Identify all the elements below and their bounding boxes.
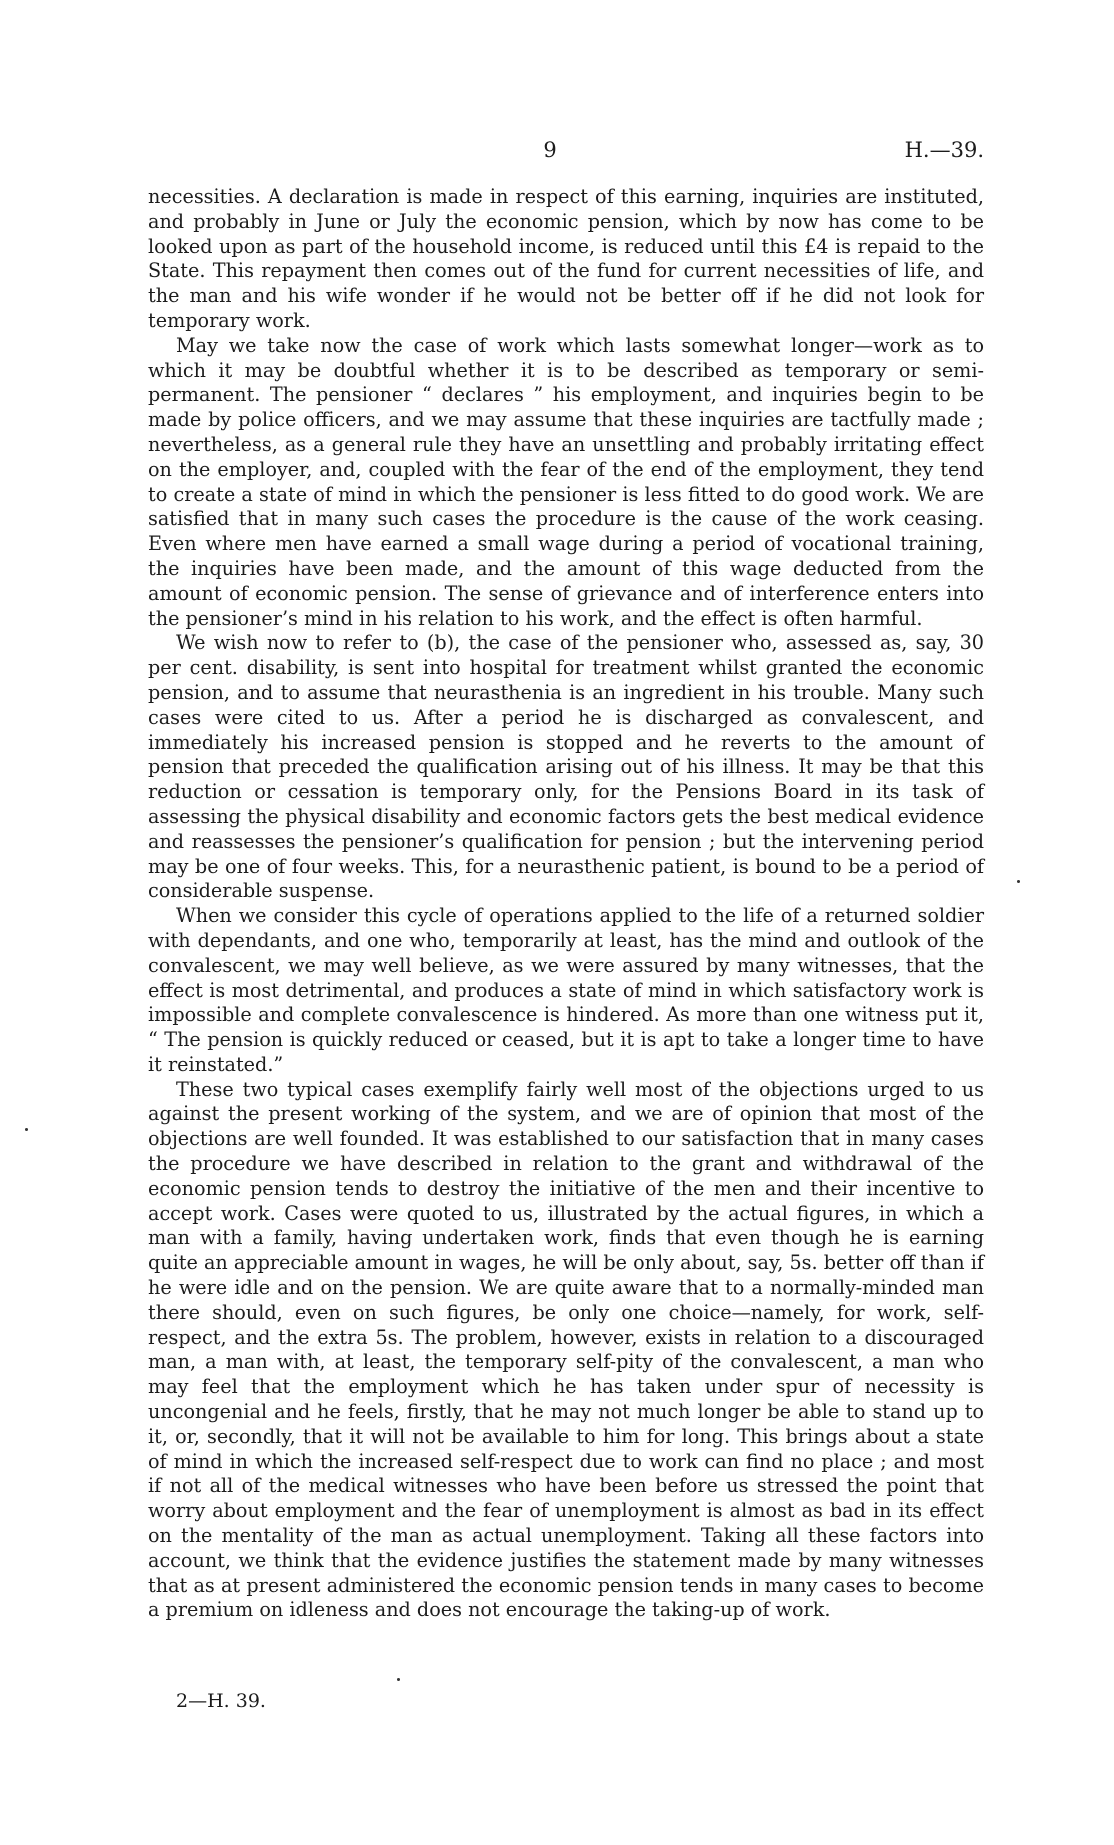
paragraph-semi-permanent-work: May we take now the case of work which lasts somewhat longer—work as to which it may be doubtful whether it is to be described as temporary or semi-permanent. The pensioner “ declares ” his employment, and inquiries begin to be made by police officers, and we may assume that these inquiries are tactfully made ; nevertheless, as a general rule they have an unsettling and probably irritating effect on the employer, and, coupled with the fear of the end of the employment, they tend to create a state of mind in which the pensioner is less fitted to do good work. We are satisfied that in many such cases the procedure is the cause of the work ceasing. Even where men have earned a small wage during a period of vocational training, the inquiries have been made, and the amount of this wage deducted from the amount of economic pension. The sense of grievance and of interference enters into the pensioner’s mind in his relation to his work, and the effect is often harmful.: [148, 333, 984, 630]
paragraph-hospital-case: We wish now to refer to (b), the case of the pensioner who, assessed as, say, 30 per cent. disability, is sent into hospital for treatment whilst granted the economic pension, and to assume that neurasthenia is an ingredient in his trouble. Many such cases were cited to us. After a period he is discharged as convalescent, and immediately his increased pension is stopped and he reverts to the amount of pension that preceded the qualification arising out of his illness. It may be that this reduction or cessation is temporary only, for the Pensions Board in its task of assessing the physical disability and economic factors gets the best medical evidence and reassesses the pensioner’s qualification for pension ; but the intervening period may be one of four weeks. This, for a neurasthenic patient, is bound to be a period of considerable suspense.: [148, 631, 984, 903]
body-text: [148, 185, 984, 1623]
page-number: 9: [543, 138, 557, 162]
scan-speck: [397, 1678, 400, 1681]
document-reference: H.—39.: [904, 138, 984, 162]
paragraph-continuation: necessities. A declaration is made in respect of this earning, inquiries are instituted, and probably in June or July the economic pension, which by now has come to be looked upon as part of the household income, is reduced until this £4 is repaid to the State. This repayment then comes out of the fund for current necessities of life, and the man and his wife wonder if he would not be better off if he did not look for temporary work.: [148, 185, 984, 332]
paragraph-cycle-of-operations: When we consider this cycle of operations applied to the life of a returned soldier with dependants, and one who, temporarily at least, has the mind and outlook of the convalescent, we may well believe, as we were assured by many witnesses, that the effect is most detrimental, and produces a state of mind in which satisfactory work is impossible and complete convalescence is hindered. As more than one witness put it, “ The pension is quickly reduced or ceased, but it is apt to take a longer time to have it reinstated.”: [148, 904, 984, 1076]
paragraph-objections: These two typical cases exemplify fairly well most of the objections urged to us against the present working of the system, and we are of opinion that most of the objections are well founded. It was established to our satisfaction that in many cases the procedure we have described in relation to the grant and withdrawal of the economic pension tends to destroy the initiative of the men and their incentive to accept work. Cases were quoted to us, illustrated by the actual figures, in which a man with a family, having undertaken work, finds that even though he is earning quite an appreciable amount in wages, he will be only about, say, 5s. better off than if he were idle and on the pension. We are quite aware that to a normally-minded man there should, even on such figures, be only one choice—namely, for work, self-respect, and the extra 5s. The problem, however, exists in relation to a discouraged man, a man with, at least, the temporary self-pity of the convalescent, a man who may feel that the employment which he has taken under spur of necessity is uncongenial and he feels, firstly, that he may not much longer be able to stand up to it, or, secondly, that it will not be available to him for long. This brings about a state of mind in which the increased self-respect due to work can find no place ; and most if not all of the medical witnesses who have been before us stressed the point that worry about employment and the fear of unemployment is almost as bad in its effect on the mentality of the man as actual unemployment. Taking all these factors into account, we think that the evidence justifies the statement made by many witnesses that as at present administered the economic pension tends in many cases to become a premium on idleness and does not encourage the taking-up of work.: [148, 1077, 984, 1622]
scan-speck: [25, 1128, 28, 1131]
signature-mark: 2—H. 39.: [176, 1690, 266, 1712]
scan-speck: [1017, 880, 1020, 883]
